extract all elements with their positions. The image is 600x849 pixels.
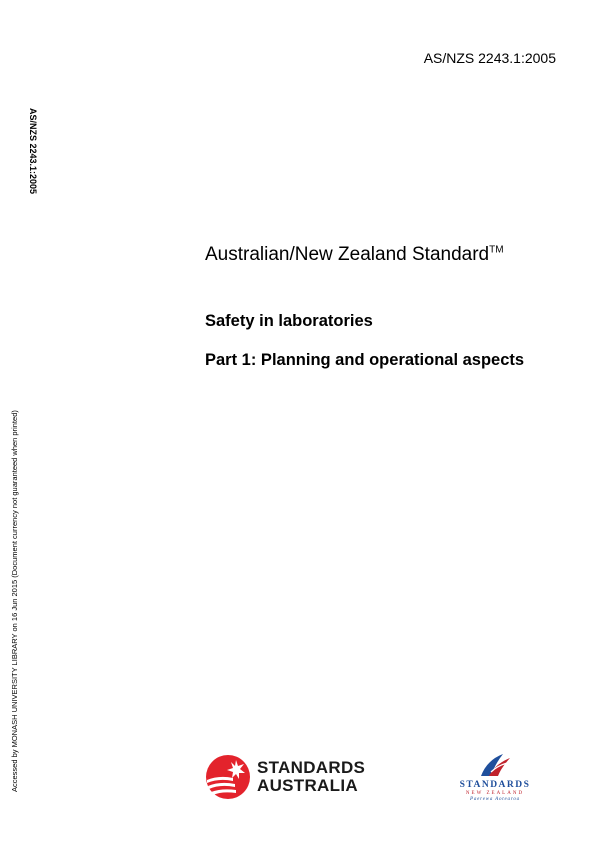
snz-country: NEW ZEALAND bbox=[465, 791, 525, 796]
standards-australia-emblem-icon bbox=[205, 754, 251, 800]
document-code: AS/NZS 2243.1:2005 bbox=[423, 50, 556, 66]
standard-type-text: Australian/New Zealand Standard bbox=[205, 244, 490, 265]
standard-type bbox=[205, 244, 504, 266]
trademark-mark: TM bbox=[489, 244, 504, 256]
spine-document-code: AS/NZS 2243.1:2005 bbox=[28, 108, 38, 195]
standards-australia-logo bbox=[205, 754, 365, 800]
sa-line2: AUSTRALIA bbox=[257, 776, 358, 795]
standards-australia-wordmark bbox=[257, 759, 365, 795]
sa-line1: STANDARDS bbox=[257, 758, 366, 777]
standards-new-zealand-emblem-icon bbox=[477, 752, 513, 778]
snz-name: STANDARDS bbox=[459, 780, 531, 790]
standards-new-zealand-logo bbox=[450, 752, 540, 802]
access-note: Accessed by MONASH UNIVERSITY LIBRARY on 16 Jun 2015 (Document currency not guaranteed when printed) bbox=[10, 410, 19, 792]
snz-maori: Paerewa Aotearoa bbox=[470, 797, 520, 802]
document-title: Safety in laboratories bbox=[205, 312, 373, 330]
part-title: Part 1: Planning and operational aspects bbox=[205, 351, 525, 369]
